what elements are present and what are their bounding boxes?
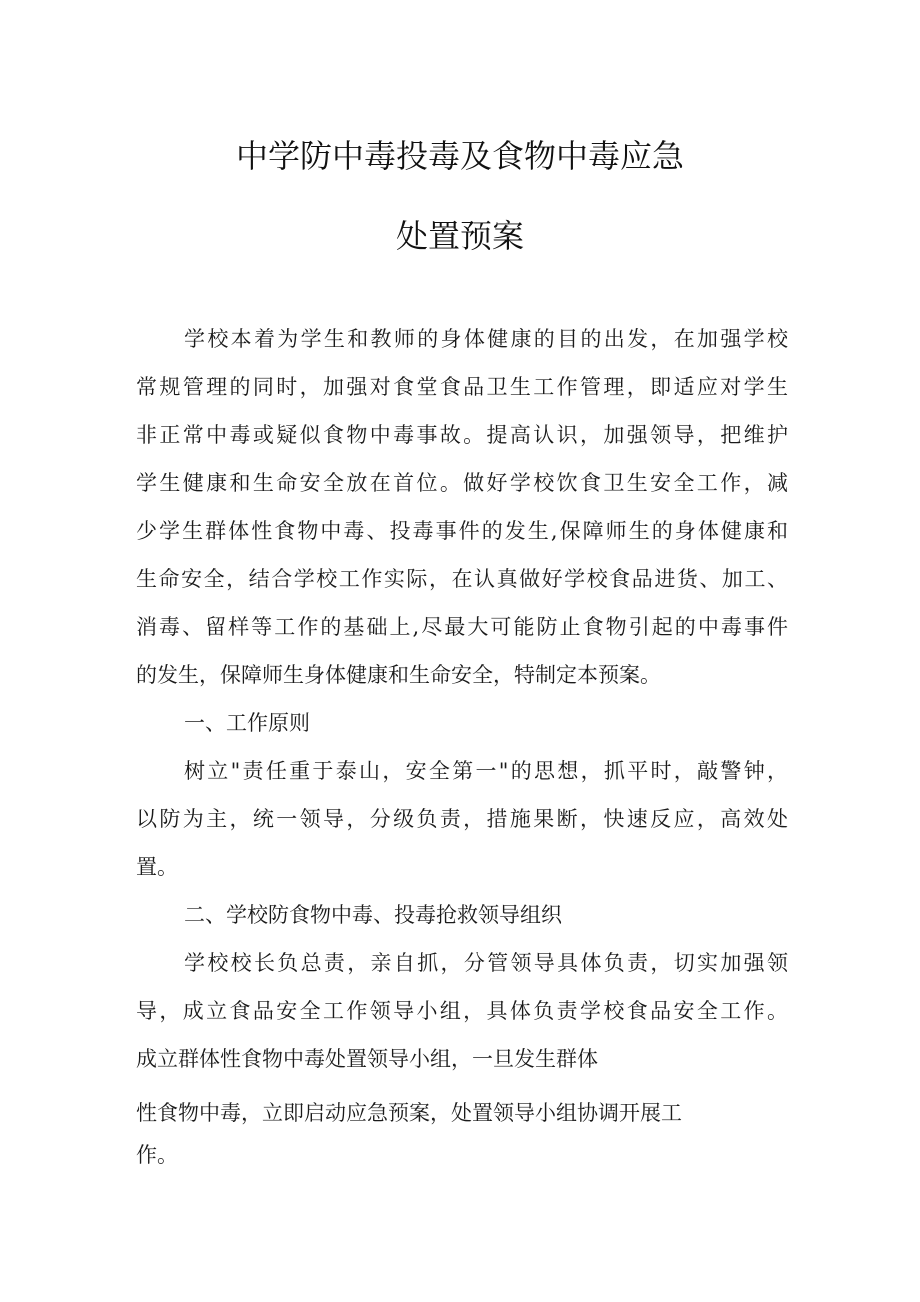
section-1-heading: 一、工作原则 bbox=[184, 711, 310, 735]
section-2-line: 成立群体性食物中毒处置领导小组，一旦发生群体 bbox=[136, 1047, 598, 1071]
section-2-line: 性食物中毒，立即启动应急预案，处置领导小组协调开展工 bbox=[136, 1101, 682, 1125]
intro-line: 消毒、留样等工作的基础上,尽最大可能防止食物引起的中毒事件 bbox=[136, 615, 788, 639]
document-title-line-2: 处置预案 bbox=[395, 217, 524, 255]
section-1-line: 置。 bbox=[136, 855, 178, 879]
intro-line: 常规管理的同时，加强对食堂食品卫生工作管理，即适应对学生 bbox=[136, 375, 788, 399]
section-2-heading: 二、学校防食物中毒、投毒抢救领导组织 bbox=[184, 903, 562, 927]
section-2-line: 作。 bbox=[136, 1143, 178, 1167]
intro-line: 学生健康和生命安全放在首位。做好学校饮食卫生安全工作，减 bbox=[136, 471, 788, 495]
intro-line: 少学生群体性食物中毒、投毒事件的发生,保障师生的身体健康和 bbox=[136, 519, 788, 543]
section-1-line: 以防为主，统一领导，分级负责，措施果断，快速反应，高效处 bbox=[136, 807, 788, 831]
intro-line: 非正常中毒或疑似食物中毒事故。提高认识，加强领导，把维护 bbox=[136, 423, 788, 447]
section-2-line: 学校校长负总责，亲自抓，分管领导具体负责，切实加强领 bbox=[184, 951, 788, 975]
section-1-line: 树立"责任重于泰山，安全第一"的思想，抓平时，敲警钟， bbox=[184, 759, 788, 783]
section-2-line: 导，成立食品安全工作领导小组，具体负责学校食品安全工作。 bbox=[136, 999, 788, 1023]
document-title-line-1: 中学防中毒投毒及食物中毒应急 bbox=[235, 137, 684, 175]
intro-line: 生命安全，结合学校工作实际，在认真做好学校食品进货、加工、 bbox=[136, 567, 788, 591]
intro-line: 学校本着为学生和教师的身体健康的目的出发，在加强学校 bbox=[184, 327, 788, 351]
intro-line: 的发生，保障师生身体健康和生命安全，特制定本预案。 bbox=[136, 663, 661, 687]
